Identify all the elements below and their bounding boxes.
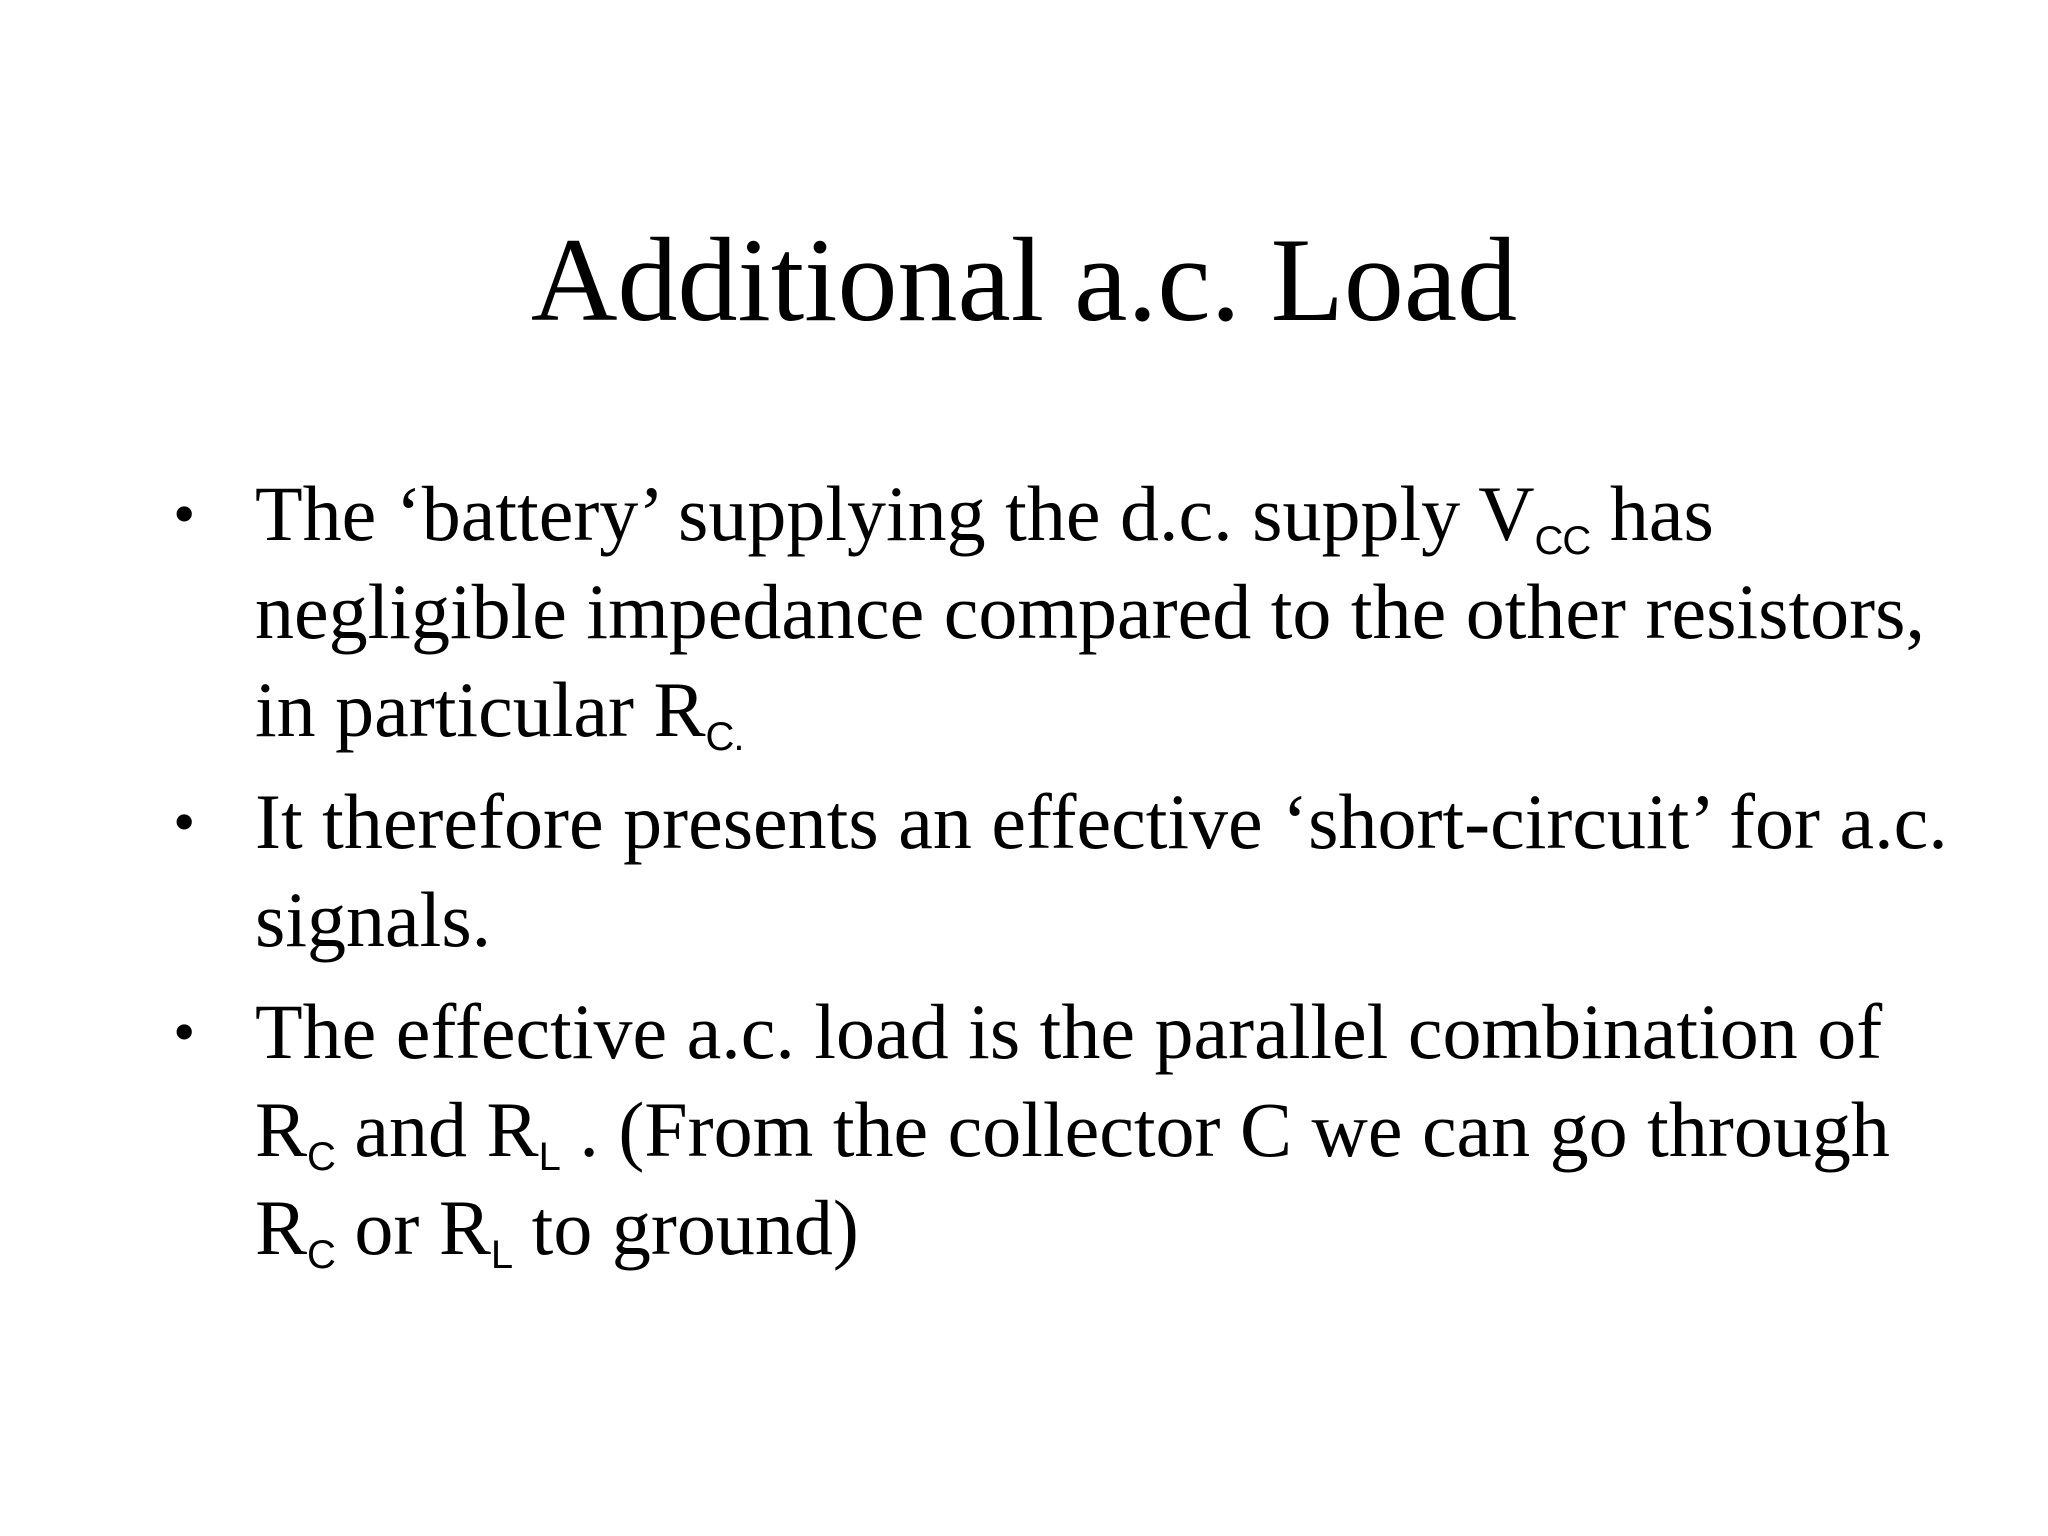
bullet-icon: • bbox=[173, 996, 196, 1067]
bullet-1-text-b: has negligible impedance compared to the other resistors, in particular R bbox=[255, 470, 1925, 753]
subscript-cc: CC bbox=[1534, 519, 1591, 563]
bullet-3-text-a: The effective a.c. load is the parallel combination of R bbox=[255, 988, 1883, 1173]
bullet-item-2 bbox=[173, 773, 1955, 969]
subscript-c: C bbox=[307, 1135, 335, 1179]
slide-title: Additional a.c. Load bbox=[530, 213, 1518, 346]
bullet-3-text-b: and R bbox=[334, 1086, 539, 1173]
bullet-icon: • bbox=[173, 786, 196, 857]
bullet-3-text-c: . (From the collector C we can go through R bbox=[255, 1086, 1890, 1271]
bullet-1-text-a: The ‘battery’ supplying the d.c. supply V bbox=[255, 470, 1535, 557]
bullet-list bbox=[173, 465, 1955, 1277]
subscript-l: L bbox=[538, 1135, 560, 1179]
bullet-2-text: It therefore presents an effective ‘short-circuit’ for a.c. signals. bbox=[255, 778, 1948, 963]
subscript-l: L bbox=[490, 1233, 513, 1277]
bullet-icon: • bbox=[173, 478, 196, 549]
bullet-item-1 bbox=[173, 465, 1955, 759]
bullet-3-text-e: to ground) bbox=[512, 1184, 859, 1271]
subscript-c: C. bbox=[705, 715, 744, 759]
subscript-c: C bbox=[307, 1233, 335, 1277]
bullet-item-3 bbox=[173, 983, 1955, 1277]
bullet-3-text-d: or R bbox=[334, 1184, 491, 1271]
